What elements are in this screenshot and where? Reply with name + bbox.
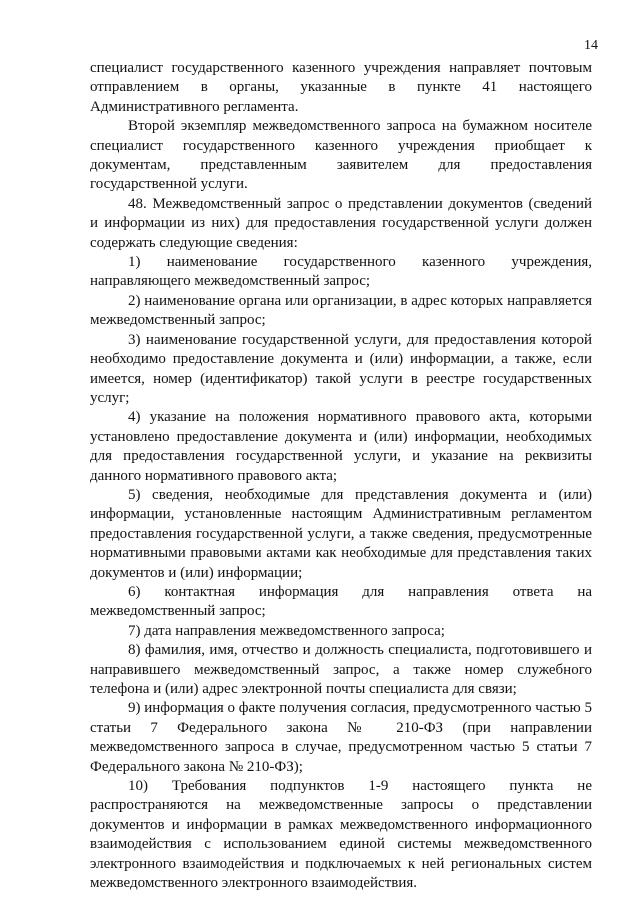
list-item-5: 5) сведения, необходимые для представления документа и (или) информации, установленные настоящим Административным регламентом предоставления государственной услуги, а также сведения, предусмотренные нормативными правовыми актами как необходимые для представления таких документов и (или) информации; bbox=[90, 486, 592, 581]
list-item-10: 10) Требования подпунктов 1-9 настоящего пункта не распространяются на межведомственные запросы о представлении документов и информации в рамках межведомственного информационного взаимодействия с использованием единой системы межведомственного электронного взаимодействия и подключаемых к ней региональных систем межведомственного электронного взаимодействия. bbox=[90, 778, 592, 892]
paragraph-continuation: специалист государственного казенного учреждения направляет почтовым отправлением в органы, указанные в пункте 41 настоящего Административного регламента. bbox=[90, 60, 592, 115]
document-body bbox=[90, 59, 592, 893]
list-item-6: 6) контактная информация для направления ответа на межведомственный запрос; bbox=[90, 583, 592, 620]
list-item-3: 3) наименование государственной услуги, для предоставления которой необходимо предоставление документа и (или) информации, а также, если имеется, номер (идентификатор) такой услуги в реестре государственных услуг; bbox=[90, 331, 592, 406]
list-item-8: 8) фамилия, имя, отчество и должность специалиста, подготовившего и направившего межведомственный запрос, а также номер служебного телефона и (или) адрес электронной почты специалиста для связи; bbox=[90, 642, 592, 697]
paragraph-item-48: 48. Межведомственный запрос о представлении документов (сведений и информации из них) для предоставления государственной услуги должен содержать следующие сведения: bbox=[90, 195, 592, 251]
paragraph-second-copy: Второй экземпляр межведомственного запроса на бумажном носителе специалист государственного казенного учреждения приобщает к документам, представленным заявителем для предоставления государственной услуги. bbox=[90, 118, 592, 193]
page-number: 14 bbox=[584, 38, 598, 53]
list-item-1: 1) наименование государственного казенного учреждения, направляющего межведомственный запрос; bbox=[90, 254, 592, 290]
list-item-4: 4) указание на положения нормативного правового акта, которыми установлено предоставление документа и (или) информации, необходимых для предоставления государственной услуги, и указание на реквизиты данного нормативного правового акта; bbox=[90, 409, 592, 484]
list-item-7: 7) дата направления межведомственного запроса; bbox=[128, 622, 445, 639]
list-item-9: 9) информация о факте получения согласия, предусмотренного частью 5 статьи 7 Федерального закона № 210-ФЗ (при направлении межведомственного запроса в случае, предусмотренном частью 5 статьи 7 Федерального закона № 210-ФЗ); bbox=[90, 700, 592, 775]
list-item-2: 2) наименование органа или организации, в адрес которых направляется межведомственный запрос; bbox=[90, 292, 592, 329]
